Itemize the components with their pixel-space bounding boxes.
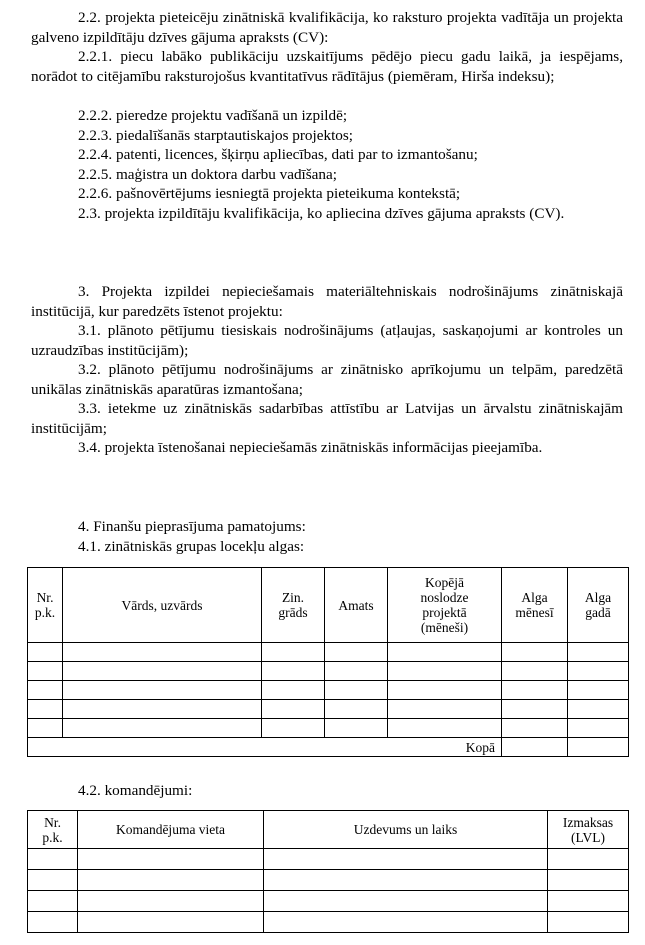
paragraph-3-2: 3.2. plānoto pētījumu nodrošinājums ar zinātnisko aprīkojumu un telpām, paredzētā unikālas zinātniskās aparatūras izmantošana; — [31, 361, 623, 398]
table-row — [28, 891, 629, 912]
trips-header-row — [28, 811, 629, 849]
paragraph-2-2-2: 2.2.2. pieredze projektu vadīšanā un izpildē; — [78, 107, 348, 124]
salaries-header-row — [28, 568, 629, 643]
paragraph-4-2: 4.2. komandējumi: — [78, 782, 193, 799]
total-label: Kopā — [28, 738, 502, 757]
header-workload: Kopējā noslodze projektā (mēneši) — [388, 568, 502, 643]
table-row — [28, 681, 629, 700]
header-nr: Nr. p.k. — [28, 568, 63, 643]
paragraph-3-3: 3.3. ietekme uz zinātniskās sadarbības attīstību ar Latvijas un ārvalstu zinātniskajām institūcijām; — [31, 400, 623, 437]
header-monthly-salary: Alga mēnesī — [502, 568, 568, 643]
header-destination: Komandējuma vieta — [78, 811, 264, 849]
paragraph-3: 3. Projekta izpildei nepieciešamais materiāltehniskais nodrošinājums zinātniskajā institūcijā, kur paredzēts īstenot projektu: — [31, 283, 623, 320]
table-row — [28, 849, 629, 870]
paragraph-4: 4. Finanšu pieprasījuma pamatojums: — [78, 518, 306, 535]
header-costs: Izmaksas (LVL) — [548, 811, 629, 849]
header-position: Amats — [325, 568, 388, 643]
paragraph-2-2-1: 2.2.1. piecu labāko publikāciju uzskaitījums pēdējo piecu gadu laikā, ja iespējams, norādot to citējamību raksturojošus kvantitatīvus rādītājus (piemēram, Hirša indeksu); — [31, 48, 623, 85]
paragraph-2-2: 2.2. projekta pieteicēju zinātniskā kvalifikācija, ko raksturo projekta vadītāja un projekta galveno izpildītāju dzīves gājuma apraksts (CV): — [31, 9, 623, 46]
paragraph-3-1: 3.1. plānoto pētījumu tiesiskais nodrošinājums (atļaujas, saskaņojumi ar kontroles un uzraudzības institūcijām); — [31, 322, 623, 359]
paragraph-2-2-6: 2.2.6. pašnovērtējums iesniegtā projekta pieteikuma kontekstā; — [78, 185, 461, 202]
header-degree: Zin. grāds — [262, 568, 325, 643]
salaries-table — [27, 567, 629, 757]
header-task-time: Uzdevums un laiks — [264, 811, 548, 849]
table-row — [28, 643, 629, 662]
table-row — [28, 870, 629, 891]
table-row — [28, 662, 629, 681]
total-row — [28, 738, 629, 757]
table-row — [28, 912, 629, 933]
paragraph-2-3: 2.3. projekta izpildītāju kvalifikācija, ko apliecina dzīves gājuma apraksts (CV). — [78, 205, 565, 222]
paragraph-3-4: 3.4. projekta īstenošanai nepieciešamās zinātniskās informācijas pieejamība. — [78, 439, 543, 456]
paragraph-4-1: 4.1. zinātniskās grupas locekļu algas: — [78, 538, 305, 555]
trips-table — [27, 810, 629, 933]
table-row — [28, 700, 629, 719]
paragraph-2-2-4: 2.2.4. patenti, licences, šķirņu apliecības, dati par to izmantošanu; — [78, 146, 478, 163]
header-nr: Nr. p.k. — [28, 811, 78, 849]
header-yearly-salary: Alga gadā — [568, 568, 629, 643]
table-row — [28, 719, 629, 738]
paragraph-2-2-5: 2.2.5. maģistra un doktora darbu vadīšana; — [78, 166, 337, 183]
header-name: Vārds, uzvārds — [63, 568, 262, 643]
paragraph-2-2-3: 2.2.3. piedalīšanās starptautiskajos projektos; — [78, 127, 354, 144]
